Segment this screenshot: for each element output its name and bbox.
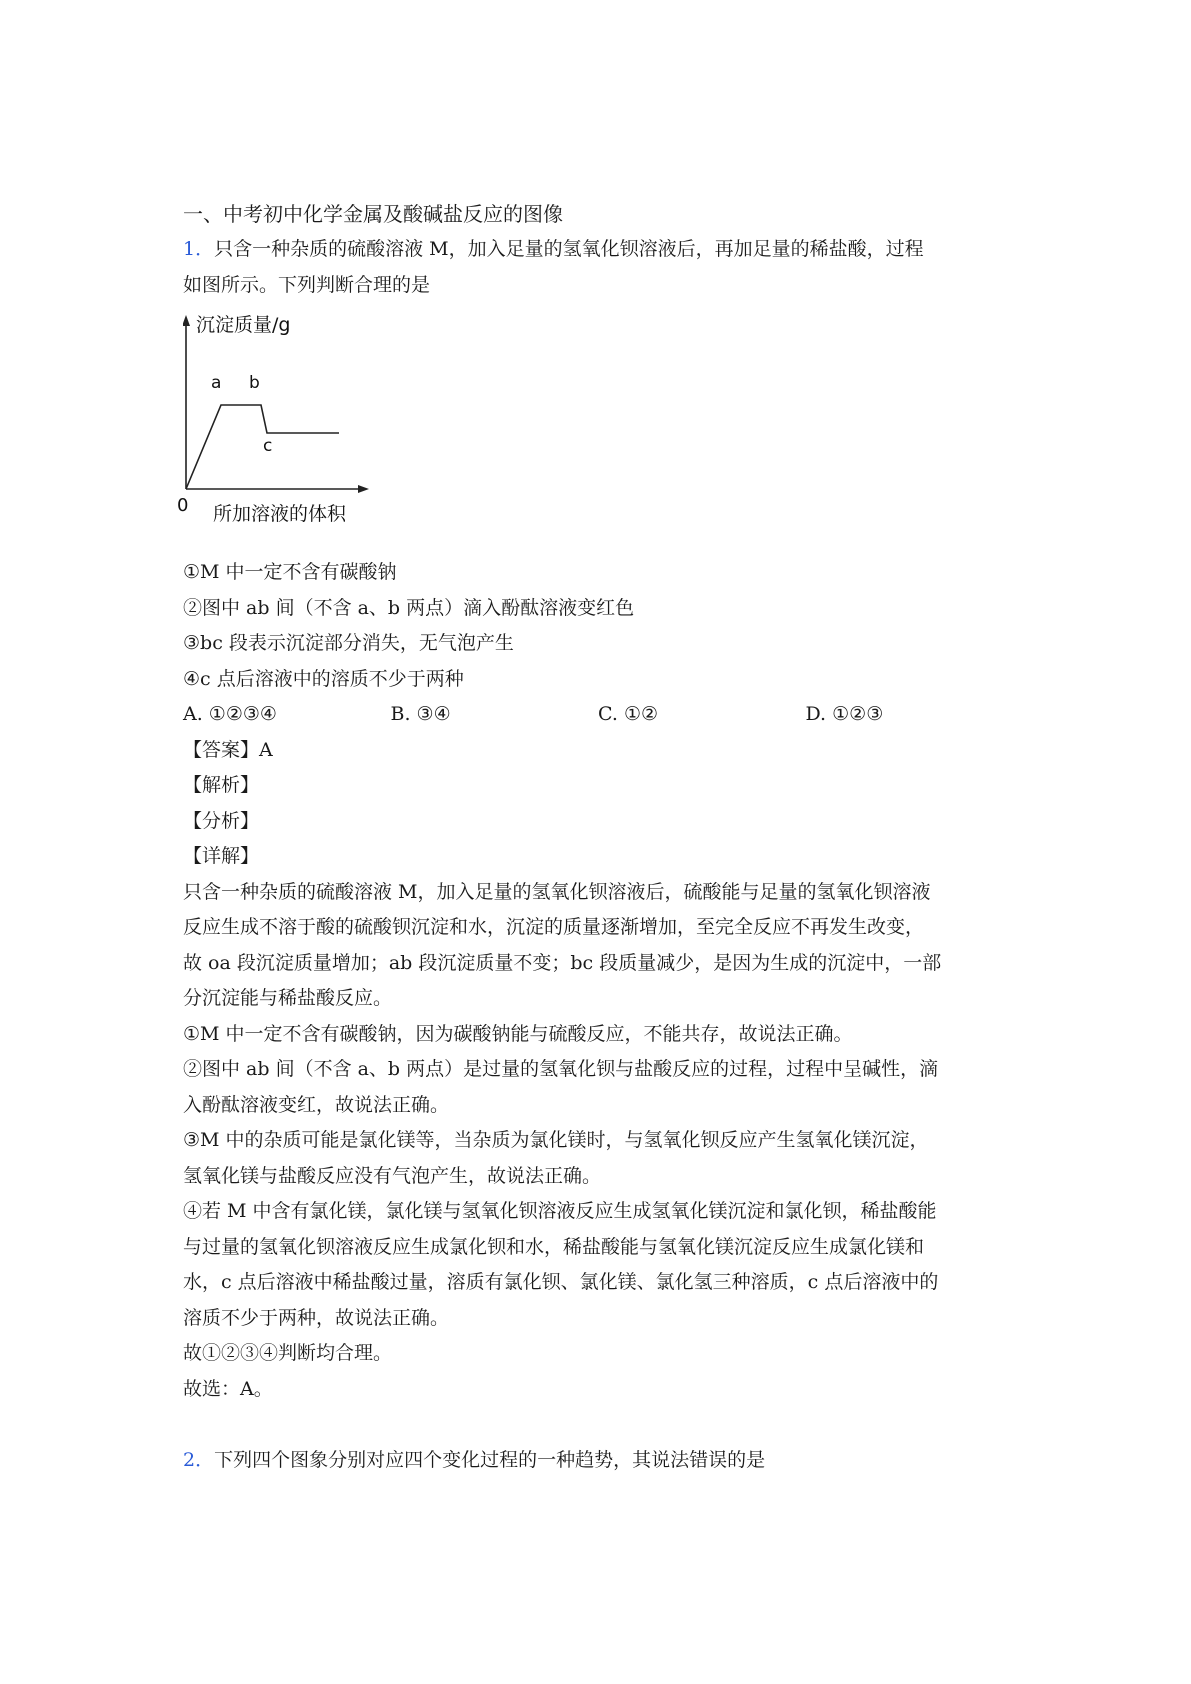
detail-line: 分沉淀能与稀盐酸反应。 [183,987,393,1009]
point-b-label: b [249,373,260,393]
precipitate-mass-graph [177,311,403,549]
statement-2: ②图中 ab 间（不含 a、b 两点）滴入酚酞溶液变红色 [183,596,635,619]
detail-label: 【详解】 [183,845,260,867]
statement-4: ④c 点后溶液中的溶质不少于两种 [183,667,464,690]
fenxi-label: 【分析】 [183,809,260,832]
answer-line: 【答案】A [183,738,273,761]
question-1-stem-line1 [183,232,1013,268]
x-axis-arrow [358,485,369,493]
option-b: B. ③④ [390,703,451,725]
detail-line: 故 oa 段沉淀质量增加；ab 段沉淀质量不变；bc 段质量减少，是因为生成的沉淀中，一部 [183,951,942,974]
detail-line: 氢氧化镁与盐酸反应没有气泡产生，故说法正确。 [183,1164,602,1187]
detail-explanation [183,875,1013,1408]
detail-line: 水，c 点后溶液中稀盐酸过量，溶质有氯化钡、氯化镁、氯化氢三种溶质，c 点后溶液中的 [183,1271,939,1293]
point-c-label: c [263,436,273,456]
option-c: C. ①② [598,703,659,725]
detail-line: ①M 中一定不含有碳酸钠，因为碳酸钠能与硫酸反应，不能共存，故说法正确。 [183,1022,853,1045]
statement-3: ③bc 段表示沉淀部分消失，无气泡产生 [183,632,514,654]
question-1-stem-line2: 如图所示。下列判断合理的是 [183,273,431,296]
detail-line: 入酚酞溶液变红，故说法正确。 [183,1093,450,1116]
question-2-number: 2． [183,1449,215,1471]
spacer [183,1407,1013,1443]
statement-1: ①M 中一定不含有碳酸钠 [183,561,397,583]
y-axis-arrow [183,315,190,326]
x-axis-label: 所加溶液的体积 [213,503,347,525]
detail-line: 反应生成不溶于酸的硫酸钡沉淀和水，沉淀的质量逐渐增加，至完全反应不再发生改变， [183,916,925,938]
section-title: 一、中考初中化学金属及酸碱盐反应的图像 [183,202,563,226]
detail-line: 溶质不少于两种，故说法正确。 [183,1306,450,1329]
detail-line: 故选：A。 [183,1377,273,1400]
analysis-label: 【解析】 [183,774,260,796]
question-1-stem-text: 只含一种杂质的硫酸溶液 M，加入足量的氢氧化钡溶液后，再加足量的稀盐酸，过程 [214,238,924,260]
document-page [177,196,1013,1479]
option-a: A. ①②③④ [183,703,277,725]
option-d: D. ①②③ [805,703,884,725]
answer-options [183,697,1013,733]
detail-line: 只含一种杂质的硫酸溶液 M，加入足量的氢氧化钡溶液后，硫酸能与足量的氢氧化钡溶液 [183,880,931,903]
question-2-stem [183,1443,1013,1479]
detail-line: ③M 中的杂质可能是氯化镁等，当杂质为氯化镁时，与氢氧化钡反应产生氢氧化镁沉淀， [183,1129,929,1151]
question-2-stem-text: 下列四个图象分别对应四个变化过程的一种趋势，其说法错误的是 [214,1449,766,1471]
detail-line: 故①②③④判断均合理。 [183,1342,393,1364]
detail-line: 与过量的氢氧化钡溶液反应生成氯化钡和水，稀盐酸能与氢氧化镁沉淀反应生成氯化镁和 [183,1235,925,1258]
detail-line: ④若 M 中含有氯化镁，氯化镁与氢氧化钡溶液反应生成氢氧化镁沉淀和氯化钡，稀盐酸能 [183,1200,937,1222]
origin-label: 0 [177,495,189,516]
point-a-label: a [211,373,222,393]
detail-line: ②图中 ab 间（不含 a、b 两点）是过量的氢氧化钡与盐酸反应的过程，过程中呈碱性，滴 [183,1058,939,1080]
y-axis-label: 沉淀质量/g [196,314,291,336]
question-1-number: 1． [183,238,215,260]
